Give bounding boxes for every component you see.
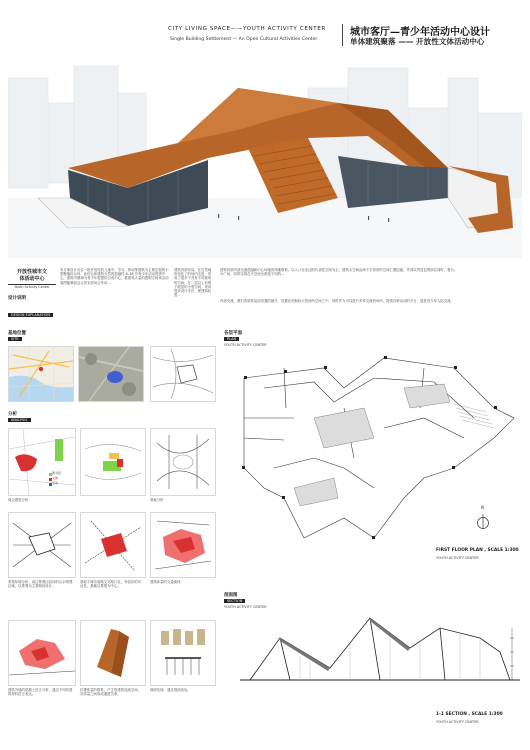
hero-rendering-svg [8, 48, 522, 258]
caption-c7: 建筑外墙的混凝土语言分析，通过不同的建筑材料语言表达。 [8, 688, 73, 697]
analysis-diagram-8 [80, 620, 146, 686]
subtitle-en: Single Building Settlement — An Open Cultural Activities Center [170, 37, 318, 42]
caption-c5: 基地于城市道路交叉路口处，有较好的可达性，基地以景观为中心。 [80, 580, 142, 589]
title-en: CITY LIVING SPACE——YOUTH ACTIVITY CENTER [168, 26, 326, 32]
caption-c6: 建筑体量的交通流线 [150, 580, 181, 584]
site-map-2 [78, 346, 144, 402]
analysis-label: 分析 [8, 412, 17, 417]
section-top-sub: YOUTH ACTIVITY CENTER [224, 605, 267, 609]
caption-c4: 景观环境分析，周边景观比较好的山水景观区域，以景观为主要朝向设计。 [8, 580, 73, 589]
caption-c9: 细部处理，通过细部表达。 [150, 688, 191, 692]
caption-c8: 折叠体量的联系，产生的建筑连续空间，各体量之间形成通透关系。 [80, 688, 142, 697]
project-name-cn-2: 体活动中心 [19, 276, 45, 282]
intro-text-col3: 建筑内部内部交流混融和中心场地的场地联系，以入口在北边的代表性空间为正，建筑大空间由两个平常常的空间仁慢层级，外部以贯连包围部位同时，看台、小广场，同时实现在天空间全都是不同的... [220, 268, 458, 277]
section-caption: 1-1 SECTION , SCALE 1:300 [436, 712, 503, 717]
north-arrow-icon [476, 512, 490, 530]
intro-name-block [8, 268, 56, 318]
section-label: 剖面图 [224, 593, 238, 598]
north-label: N [481, 505, 484, 510]
analysis-diagram-3 [150, 428, 216, 496]
site-label: 基地位置 [8, 331, 26, 336]
site-map-3 [150, 346, 216, 402]
analysis-diagram-5 [80, 512, 146, 578]
design-label: 设计说明 [8, 296, 26, 302]
subtitle-cn: 单体建筑聚落 —— 开放性文体活动中心 [350, 37, 485, 46]
project-name-en: Youth Activity Center [8, 284, 56, 289]
caption-c3: 基地分析 [150, 498, 164, 502]
legend-item-1: 图书馆 [52, 471, 62, 475]
section-drawing [240, 608, 520, 688]
analysis-diagram-6 [150, 512, 216, 578]
legend-item-2: 文体 [52, 476, 59, 480]
analysis-diagram-4 [8, 512, 76, 578]
title-cn: 城市客厅—青少年活动中心设计 [350, 27, 490, 38]
title-separator [342, 24, 343, 46]
section-sub: YOUTH ACTIVITY CENTER [436, 720, 479, 724]
section-en-bar: SECTION [224, 599, 245, 603]
project-name-cn-1: 开放性城市文 [16, 269, 47, 275]
intro-text-col4: 内部交流，我们希望其局部设置的最多，设置在面积较大的场所空间之中，同时作为可以进行多样交流的场所，提供各种活动的平台，促进青少年人际交流。 [220, 299, 454, 303]
site-en-bar: SITE [8, 337, 22, 341]
caption-c1: 周边建筑分析 [8, 498, 29, 502]
hero-rendering [8, 48, 522, 258]
intro-row [8, 268, 522, 320]
intro-text-col2: 建筑内部布局，在自然地形变化了的场内走进，形成了很多个具有不同视角的空间，在二层以上有利于展览的小型空间，采用很多设计手法，使建筑轻盈... [174, 268, 212, 298]
site-map-1 [8, 346, 74, 402]
intro-text-col1: 本方案设计出位一批开放性的儿童中、学习、休闲等建筑为主要在展的小型聚落综合体，此综合体建筑天然的混融性 8–16 岁青少年活动提供中心。建筑内强调为青少年提提供自成中心，推建筑大量的透明空间来活动周围能够而且让世实验场合作用... [60, 268, 169, 285]
plan-label: 各层平面 [224, 331, 242, 336]
first-floor-sub: YOUTH ACTIVITY CENTER [436, 556, 479, 560]
analysis-diagram-1 [8, 428, 76, 496]
analysis-en-bar: ANALYSIS [8, 418, 31, 422]
first-floor-plan [224, 348, 516, 548]
legend-item-3: 活动 [52, 481, 59, 485]
first-floor-caption: FIRST FLOOR PLAN , SCALE 1:300 [436, 548, 519, 553]
plan-top-sub: YOUTH ACTIVITY CENTER [224, 343, 267, 347]
analysis-diagram-7 [8, 620, 76, 686]
plan-en-bar: PLAN [224, 337, 239, 341]
analysis-diagram-2 [80, 428, 146, 496]
analysis-diagram-9 [150, 620, 216, 686]
design-en-bar: DESIGN EXPLANATION [8, 313, 53, 317]
